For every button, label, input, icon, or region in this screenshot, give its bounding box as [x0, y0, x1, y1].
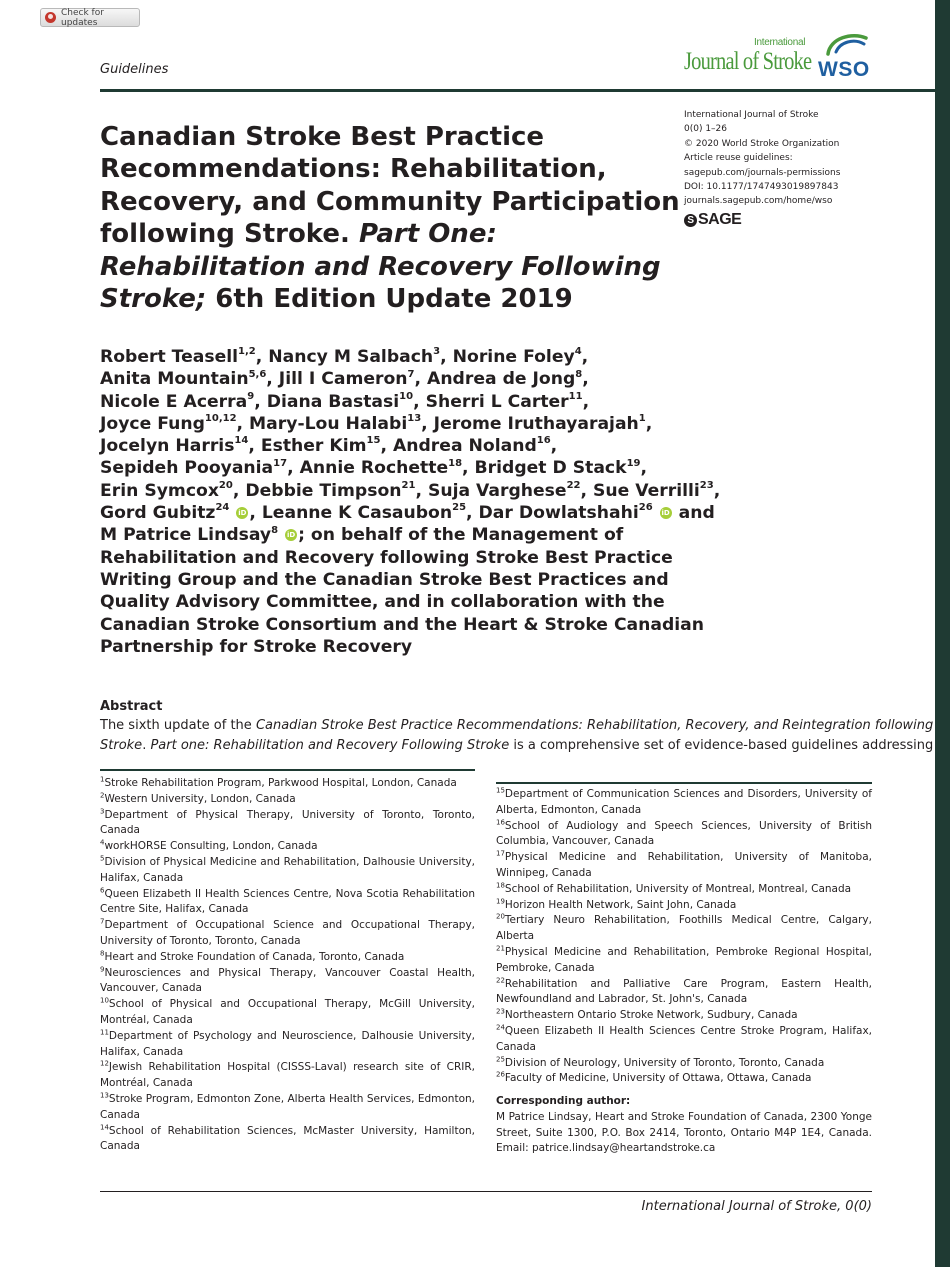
- affiliation-text: Heart and Stroke Foundation of Canada, Toronto, Canada: [104, 950, 405, 963]
- meta-volume: 0(0) 1–26: [684, 124, 728, 135]
- abstract-italic-run: Part one: Rehabilitation and Recovery Following Stroke: [150, 738, 510, 753]
- author-line: [100, 413, 700, 435]
- author-name: , Sherri L Carter: [413, 391, 569, 412]
- page-edge-band: [935, 0, 950, 1267]
- corresponding-author-text: M Patrice Lindsay, Heart and Stroke Foundation of Canada, 2300 Yonge Street, Suite 1300, P.O. Box 2414, Toronto, Ontario M4P 1E4, Canada. Email: patrice.lindsay@heartandstroke.ca: [496, 1110, 872, 1155]
- affiliation-item: [100, 887, 475, 919]
- wso-logo: WSO: [818, 58, 870, 81]
- sage-mark-icon: S: [684, 214, 697, 227]
- affiliation-number: 1: [100, 775, 105, 784]
- meta-journal-link[interactable]: journals.sagepub.com/home/wso: [684, 196, 833, 207]
- author-name: , Andrea de Jong: [414, 369, 576, 390]
- affiliation-number: 4: [100, 838, 105, 847]
- affiliation-item: [496, 898, 872, 914]
- author-name: Anita Mountain: [100, 369, 249, 390]
- affiliation-superscript: 8: [575, 368, 583, 380]
- affiliation-text: workHORSE Consulting, London, Canada: [104, 840, 318, 853]
- author-name: , Mary-Lou Halabi: [236, 413, 408, 434]
- orcid-icon[interactable]: iD: [661, 509, 670, 518]
- abstract-text-run: is a comprehensive set of evidence-based guidelines addressing: [509, 738, 934, 753]
- author-name: Erin Symcox: [100, 480, 219, 501]
- affiliation-superscript: 14: [234, 435, 249, 447]
- affiliation-item: [100, 1060, 475, 1092]
- affiliation-superscript: 1: [638, 413, 646, 425]
- affiliation-number: 17: [496, 849, 505, 858]
- affiliation-text: Jewish Rehabilitation Hospital (CISSS-Laval) research site of CRIR, Montréal, Canada: [100, 1061, 475, 1090]
- affiliation-text: School of Physical and Occupational Therapy, McGill University, Montréal, Canada: [100, 998, 475, 1026]
- abstract-line-2: [100, 736, 934, 756]
- author-line: [100, 524, 700, 546]
- affiliation-number: 9: [100, 965, 105, 974]
- author-name: Nicole E Acerra: [100, 391, 248, 412]
- orcid-icon[interactable]: iD: [286, 531, 296, 540]
- author-name: , Dar Dowlatshahi: [466, 503, 639, 524]
- affiliation-superscript: 26: [638, 502, 653, 514]
- author-name: , Leanne K Casaubon: [249, 503, 453, 524]
- affiliation-number: 16: [496, 818, 505, 827]
- author-name: ,: [640, 458, 648, 479]
- affiliation-item: [100, 776, 475, 792]
- affiliation-item: [100, 1124, 475, 1156]
- affiliation-text: School of Rehabilitation, University of Montreal, Montreal, Canada: [504, 882, 852, 895]
- affiliation-number: 23: [496, 1007, 505, 1016]
- affiliation-text: Queen Elizabeth II Health Sciences Centre Stroke Program, Halifax, Canada: [496, 1024, 872, 1053]
- affiliation-superscript: 3: [433, 346, 441, 358]
- affiliation-text: Western University, London, Canada: [104, 792, 296, 805]
- affiliation-number: 6: [100, 886, 105, 895]
- affiliation-superscript: 20: [218, 480, 233, 492]
- check-for-updates-button[interactable]: [40, 8, 140, 27]
- affiliation-text: Division of Physical Medicine and Rehabilitation, Dalhousie University, Halifax, Canada: [100, 855, 475, 884]
- meta-permissions-link[interactable]: sagepub.com/journals-permissions: [684, 167, 841, 178]
- affiliation-item: [100, 918, 475, 950]
- affiliation-item: [100, 808, 475, 840]
- affiliation-item: [100, 997, 475, 1029]
- abstract-italic-run: Canadian Stroke Best Practice Recommendations: Rehabilitation, Recovery, and Reintegration following: [255, 718, 934, 733]
- affiliation-number: 22: [496, 976, 505, 985]
- affiliation-text: Neurosciences and Physical Therapy, Vancouver Coastal Health, Vancouver, Canada: [100, 966, 475, 995]
- affiliation-number: 18: [496, 881, 505, 890]
- affiliation-text: Department of Physical Therapy, University of Toronto, Toronto, Canada: [100, 808, 475, 837]
- affiliation-number: 2: [100, 791, 105, 800]
- author-name: ,: [582, 391, 590, 412]
- journal-logo-name: Journal of Stroke: [684, 48, 812, 75]
- affiliation-text: Physical Medicine and Rehabilitation, University of Manitoba, Winnipeg, Canada: [496, 851, 872, 879]
- affiliation-text: Stroke Rehabilitation Program, Parkwood Hospital, London, Canada: [104, 777, 457, 789]
- journal-logo-international: International: [754, 37, 806, 48]
- affiliation-text: Department of Psychology and Neuroscience, Dalhousie University, Halifax, Canada: [100, 1029, 475, 1058]
- affiliation-number: 12: [100, 1059, 109, 1068]
- title-edition: 6th Edition Update 2019: [206, 284, 573, 315]
- abstract-line-1: [100, 716, 934, 736]
- affiliation-text: Physical Medicine and Rehabilitation, Pembroke Regional Hospital, Pembroke, Canada: [496, 945, 872, 974]
- affiliation-text: Northeastern Ontario Stroke Network, Sudbury, Canada: [504, 1009, 798, 1022]
- affiliation-superscript: 9: [247, 390, 255, 402]
- affiliation-number: 26: [496, 1070, 505, 1079]
- affiliation-superscript: 16: [536, 435, 551, 447]
- affiliation-superscript: 21: [401, 480, 416, 492]
- affiliation-item: [496, 850, 872, 882]
- author-name: M Patrice Lindsay: [100, 525, 272, 546]
- author-line: [100, 368, 700, 390]
- article-title: [100, 121, 680, 315]
- check-for-updates-label: Check for updates: [61, 7, 104, 28]
- affiliation-superscript: 10,12: [204, 413, 237, 425]
- crossmark-icon: [45, 12, 56, 23]
- affiliation-number: 7: [100, 917, 105, 926]
- title-main: Canadian Stroke Best Practice Recommendations: Rehabilitation, Recovery, and Community Participation following Stroke.: [100, 122, 680, 250]
- author-line: [100, 346, 700, 368]
- author-name: Sepideh Pooyania: [100, 458, 274, 479]
- affiliation-text: Department of Communication Sciences and Disorders, University of Alberta, Edmonton, Canada: [496, 788, 872, 816]
- header-rule: [100, 89, 935, 92]
- author-name: Jocelyn Harris: [100, 436, 235, 457]
- author-name: ,: [713, 480, 721, 501]
- affiliation-item: [100, 792, 475, 808]
- affiliation-superscript: 8: [271, 524, 279, 536]
- group-author-text: ; on behalf of the Management of: [298, 525, 624, 546]
- author-conjunction: and: [672, 503, 715, 524]
- author-name: , Esther Kim: [248, 436, 367, 457]
- author-name: , Suja Varghese: [415, 480, 567, 501]
- author-name: , Jill I Cameron: [266, 369, 408, 390]
- wso-swoosh-icon: [822, 30, 870, 58]
- author-line: [100, 480, 721, 502]
- affiliation-number: 5: [100, 854, 105, 863]
- affiliation-number: 10: [100, 996, 109, 1005]
- affiliation-item: [100, 966, 475, 998]
- correspondence: [496, 1094, 872, 1157]
- affiliation-number: 3: [100, 807, 105, 816]
- affiliation-text: Department of Occupational Science and Occupational Therapy, University of Toronto, Toronto, Canada: [100, 919, 475, 947]
- orcid-icon[interactable]: iD: [238, 509, 247, 518]
- author-line: [100, 502, 715, 524]
- section-label: Guidelines: [100, 62, 169, 77]
- author-name: ,: [581, 347, 589, 367]
- abstract-text-run: .: [142, 738, 151, 753]
- affiliation-item: [496, 913, 872, 945]
- author-name: Joyce Fung: [100, 413, 205, 434]
- affiliation-superscript: 7: [407, 368, 415, 380]
- affiliation-item: [100, 1092, 475, 1124]
- affiliation-number: 8: [100, 949, 105, 958]
- affiliation-number: 15: [496, 786, 505, 795]
- author-list: [100, 346, 721, 658]
- author-line: [100, 435, 700, 457]
- affiliation-text: Faculty of Medicine, University of Ottawa, Ottawa, Canada: [504, 1072, 812, 1085]
- group-author-line: Rehabilitation and Recovery following Stroke Best Practice: [100, 547, 673, 568]
- affiliation-item: [496, 882, 872, 898]
- affiliation-item: [496, 977, 872, 1009]
- author-name: ,: [582, 369, 589, 390]
- author-name: Gord Gubitz: [100, 503, 216, 524]
- author-name: ,: [645, 413, 653, 434]
- affiliation-item: [496, 819, 872, 851]
- affiliation-text: Rehabilitation and Palliative Care Program, Eastern Health, Newfoundland and Labrador, St. John's, Canada: [496, 977, 872, 1006]
- affiliations-right: [496, 787, 872, 1087]
- affiliation-superscript: 22: [566, 480, 581, 492]
- affiliation-superscript: 1,2: [238, 346, 256, 358]
- affiliation-number: 19: [496, 897, 505, 906]
- author-name: , Nancy M Salbach: [255, 347, 434, 367]
- author-name: , Bridget D Stack: [462, 458, 627, 479]
- abstract-italic-run: Stroke: [100, 738, 143, 753]
- affiliation-item: [496, 1071, 872, 1087]
- abstract-text-run: The sixth update of the: [100, 718, 256, 733]
- affiliation-item: [496, 1008, 872, 1024]
- author-name: Robert Teasell: [100, 347, 239, 367]
- affiliation-text: Division of Neurology, University of Toronto, Toronto, Canada: [504, 1056, 825, 1069]
- affiliations-right-rule: [496, 782, 872, 784]
- meta-doi[interactable]: DOI: 10.1177/1747493019897843: [684, 182, 839, 193]
- affiliation-number: 11: [100, 1028, 109, 1037]
- affiliations-left-rule: [100, 769, 475, 771]
- author-name: ,: [550, 436, 558, 457]
- affiliation-text: Horizon Health Network, Saint John, Canada: [504, 898, 737, 911]
- affiliation-superscript: 5,6: [248, 368, 267, 380]
- affiliation-number: 13: [100, 1091, 109, 1100]
- affiliation-text: Queen Elizabeth II Health Sciences Centre, Nova Scotia Rehabilitation Centre Site, Halifax, Canada: [100, 887, 475, 916]
- affiliation-item: [496, 945, 872, 977]
- affiliation-number: 20: [496, 912, 505, 921]
- affiliation-number: 21: [496, 944, 505, 953]
- affiliation-text: Tertiary Neuro Rehabilitation, Foothills Medical Centre, Calgary, Alberta: [496, 914, 872, 943]
- affiliations-left: [100, 776, 475, 1155]
- footer-citation: International Journal of Stroke, 0(0): [641, 1199, 872, 1214]
- abstract-text: [100, 716, 934, 756]
- corresponding-author-heading: Corresponding author:: [496, 1095, 631, 1107]
- affiliation-item: [496, 1056, 872, 1072]
- affiliation-superscript: 19: [626, 457, 641, 469]
- affiliation-superscript: 11: [568, 390, 583, 402]
- affiliation-text: School of Rehabilitation Sciences, McMaster University, Hamilton, Canada: [100, 1124, 475, 1153]
- affiliation-superscript: 23: [699, 480, 714, 492]
- publisher-logo: [684, 211, 741, 229]
- affiliation-number: 14: [100, 1123, 109, 1132]
- affiliation-number: 25: [496, 1055, 505, 1064]
- meta-reuse: Article reuse guidelines:: [684, 153, 793, 164]
- title-part-italic: Part One: Rehabilitation and Recovery Following Stroke;: [100, 219, 661, 315]
- affiliation-superscript: 4: [574, 346, 582, 358]
- author-name: , Andrea Noland: [380, 436, 537, 457]
- author-name: , Sue Verrilli: [580, 480, 700, 501]
- affiliation-superscript: 15: [366, 435, 381, 447]
- abstract-heading: Abstract: [100, 699, 163, 714]
- affiliation-superscript: 13: [407, 413, 422, 425]
- author-line: [100, 457, 700, 479]
- affiliation-superscript: 18: [448, 457, 463, 469]
- affiliation-item: [496, 787, 872, 819]
- author-name: , Jerome Iruthayarajah: [421, 413, 639, 434]
- author-name: , Norine Foley: [440, 347, 575, 367]
- affiliation-item: [100, 839, 475, 855]
- affiliation-superscript: 24: [215, 502, 230, 514]
- affiliation-superscript: 25: [452, 502, 467, 514]
- group-author-line: Partnership for Stroke Recovery: [100, 636, 413, 657]
- group-author-line: Writing Group and the Canadian Stroke Best Practices and: [100, 569, 669, 590]
- affiliation-item: [100, 950, 475, 966]
- affiliation-superscript: 10: [399, 390, 414, 402]
- article-metadata: [684, 108, 840, 209]
- footer-rule: [100, 1191, 872, 1192]
- affiliation-number: 24: [496, 1023, 505, 1032]
- group-author-line: Canadian Stroke Consortium and the Heart & Stroke Canadian: [100, 614, 705, 635]
- author-name: , Annie Rochette: [287, 458, 449, 479]
- affiliation-superscript: 17: [273, 457, 288, 469]
- publisher-name: SAGE: [698, 211, 742, 228]
- affiliation-text: School of Audiology and Speech Sciences, University of British Columbia, Vancouver, Canada: [496, 819, 872, 848]
- affiliation-item: [100, 855, 475, 887]
- affiliation-text: Stroke Program, Edmonton Zone, Alberta Health Services, Edmonton, Canada: [100, 1092, 475, 1121]
- author-name: , Debbie Timpson: [232, 480, 402, 501]
- author-line: [100, 391, 700, 413]
- author-name: , Diana Bastasi: [254, 391, 400, 412]
- meta-copyright: © 2020 World Stroke Organization: [684, 138, 840, 149]
- affiliation-item: [100, 1029, 475, 1061]
- meta-journal: International Journal of Stroke: [684, 110, 819, 120]
- affiliation-item: [496, 1024, 872, 1056]
- group-author-line: Quality Advisory Committee, and in collaboration with the: [100, 592, 665, 613]
